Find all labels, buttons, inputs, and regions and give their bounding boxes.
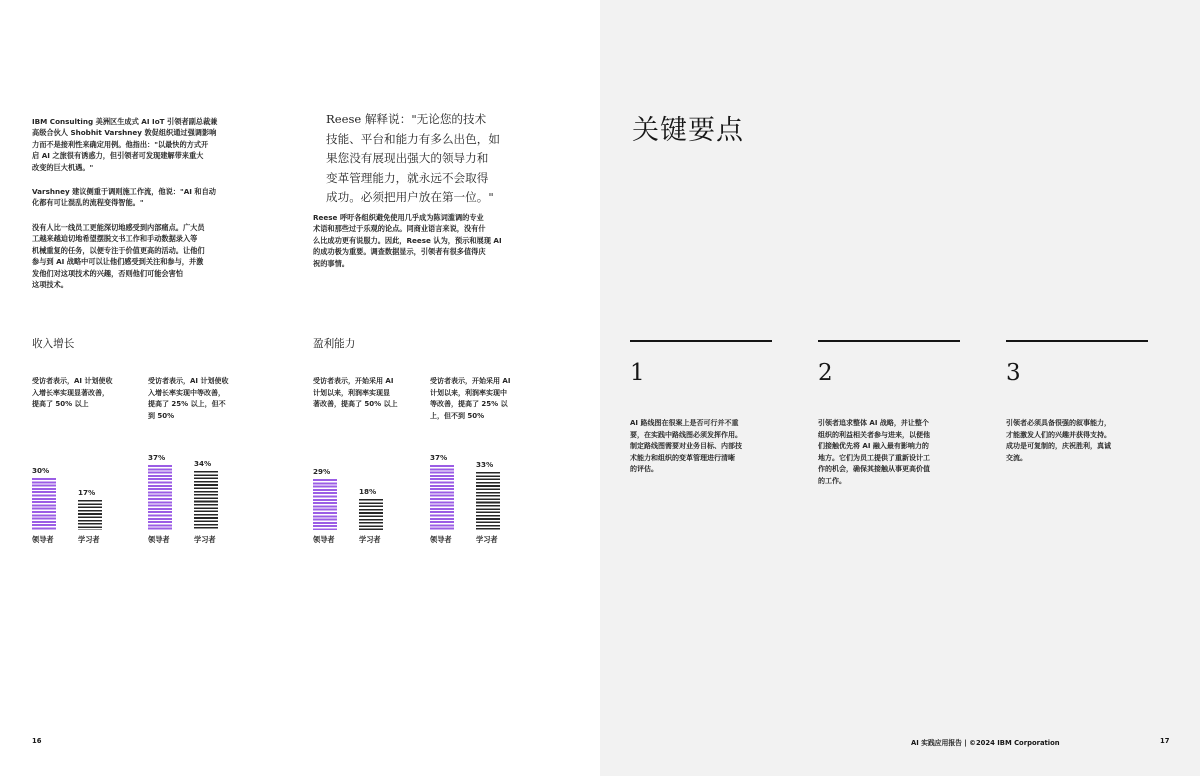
bar-leader [430, 465, 454, 530]
bar-category-label: 领导者 [148, 535, 170, 544]
varshney-paragraph: Varshney 建议侧重于调则施工作流，他说："AI 和自动 化都有可让混乱的流程变得智能。" [32, 187, 216, 208]
bar-learner [476, 472, 500, 530]
page-number-left: 16 [32, 737, 42, 745]
bar-value-label: 18% [359, 486, 377, 496]
bar-leader [313, 479, 337, 530]
point-text: 引领者必须具备很强的叙事能力， 才能激发人们的兴趣并获得支持。 成功是可复制的，庆祝胜利，真诚 交流。 [1006, 419, 1111, 462]
right-page [600, 0, 1200, 776]
footer-report-title: AI 实践应用报告 | ©2024 IBM Corporation [911, 739, 1060, 747]
point-number: 3 [1006, 360, 1021, 386]
divider [630, 340, 772, 342]
bar-value-label: 34% [194, 458, 212, 468]
bar-learner [359, 499, 383, 531]
bar-category-label: 学习者 [78, 535, 100, 544]
bar-category-label: 学习者 [359, 535, 381, 544]
bar-category-label: 学习者 [476, 535, 498, 544]
bar-value-label: 30% [32, 465, 50, 475]
chart-description: 受访者表示，AI 计划使收 入增长率实现显著改善， 提高了 50% 以上 [32, 377, 113, 409]
chart-description: 受访者表示，AI 计划使收 入增长率实现中等改善， 提高了 25% 以上，但不 到 50% [148, 377, 229, 420]
bar-value-label: 37% [430, 453, 448, 463]
chart-description: 受访者表示，开始采用 AI 计划以来，利润率实现中 等改善，提高了 25% 以 上，但不到 50% [430, 377, 511, 420]
point-number: 2 [818, 360, 833, 386]
bar-leader [148, 465, 172, 530]
bar-leader [32, 478, 56, 531]
divider [1006, 340, 1148, 342]
reese-paragraph: Reese 呼吁各组织避免使用几乎成为陈词滥调的专业 术语和那些过于乐观的论点。同商业语言来说，没有什 么比成功更有说服力。因此，Reese 认为，预示和展现 AI 的成功极为重要。调查数据显示，引领者有很多值得庆 祝的事情。 [313, 213, 502, 268]
chart-description: 受访者表示，开始采用 AI 计划以来，利润率实现显 著改善，提高了 50% 以上 [313, 377, 398, 409]
point-number: 1 [630, 360, 645, 386]
bar-value-label: 29% [313, 467, 331, 477]
point-text: AI 路线图在很案上是否可行并不重 要，在实践中路线图必须发挥作用。 制定路线图需要对业务目标、内部技 术能力和组织的变革管理进行清晰 的评估。 [630, 419, 742, 474]
divider [818, 340, 960, 342]
page-number-right: 17 [1160, 737, 1170, 745]
key-takeaways-heading: 关键要点 [632, 115, 744, 146]
bar-learner [78, 500, 102, 530]
point-text: 引领者追求整体 AI 战略，并让整个 组织的利益相关者参与进来，以便他 们接触优先将 AI 融入最有影响力的 地方。它们为员工提供了重新设计工 作的机会，确保其接触从事更高价值 的工作。 [818, 419, 930, 485]
bar-category-label: 领导者 [32, 535, 54, 544]
bar-value-label: 33% [476, 460, 494, 470]
bar-learner [194, 471, 218, 531]
intro-paragraph: IBM Consulting 美洲区生成式 AI IoT 引领者副总裁兼 高级合伙人 Shobhit Varshney 敦促组织通过强调影响 力而不是接利性来确定用例。他指出："以最快的方式开 启 AI 之旅很有诱惑力，但引领者可发现建解带来重大 改变的巨大机遇。" [32, 117, 218, 172]
pull-quote: Reese 解释说："无论您的技术 技能、平台和能力有多么出色，如 果您没有展现出强大的领导力和 变革管理能力，就永远不会取得 成功。必须把用户放在第一位。" [326, 112, 500, 205]
bar-category-label: 领导者 [430, 535, 452, 544]
bar-category-label: 领导者 [313, 535, 335, 544]
bar-value-label: 37% [148, 453, 166, 463]
revenue-section-title: 收入增长 [32, 338, 75, 350]
bar-value-label: 17% [78, 488, 96, 498]
profit-section-title: 盈利能力 [313, 338, 356, 350]
frontline-paragraph: 没有人比一线员工更能深切地感受到内部痛点。广大员 工越来越迫切地希望摆脱文书工作和手动数据录入等 机械重复的任务，以便专注于价值更高的活动。让他们 参与到 AI 战略中可以让他们感受到关注和参与，并激 发他们对这项技术的兴趣，否则他们可能会害怕 这项技术。 [32, 223, 205, 290]
bar-category-label: 学习者 [194, 535, 216, 544]
